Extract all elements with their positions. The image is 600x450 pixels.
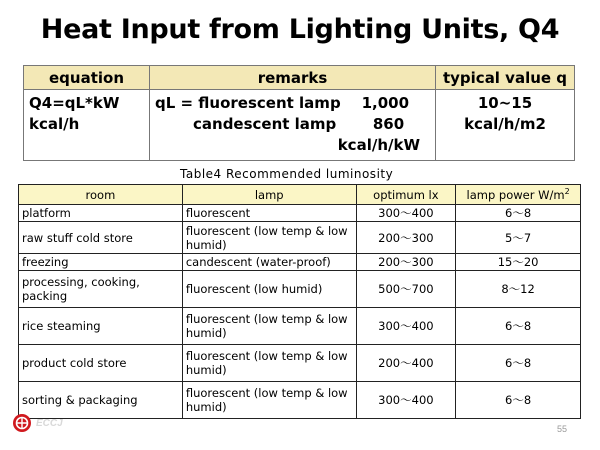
- table-row: [19, 382, 581, 419]
- remarks-cell: [150, 90, 436, 161]
- lamp-cell: fluorescent: [182, 205, 356, 222]
- remark-fluorescent: qL = fluorescent lamp 1,000: [155, 94, 410, 112]
- lamp-cell: fluorescent (low humid): [182, 271, 356, 308]
- typical-unit: kcal/h/m2: [464, 115, 546, 133]
- eccj-logo-icon: [12, 413, 32, 433]
- header-lamp-power-sup: 2: [564, 187, 570, 197]
- luminosity-header: [19, 185, 581, 205]
- power-cell: 6～8: [456, 345, 581, 382]
- lux-cell: 300～400: [356, 382, 456, 419]
- equation-cell: [24, 90, 150, 161]
- table-row: [19, 271, 581, 308]
- table-caption: Table4 Recommended luminosity: [180, 167, 394, 181]
- header-optimum-lx: optimum lx: [356, 185, 456, 205]
- page-number: 55: [557, 424, 568, 434]
- lux-cell: 200～300: [356, 254, 456, 271]
- lux-cell: 200～300: [356, 222, 456, 254]
- table-row: [19, 345, 581, 382]
- remark-candescent: candescent lamp 860: [193, 115, 405, 133]
- luminosity-table: [18, 184, 581, 419]
- table-row: [19, 222, 581, 254]
- power-cell: 6～8: [456, 308, 581, 345]
- lamp-cell: fluorescent (low temp & low humid): [182, 345, 356, 382]
- room-cell: processing, cooking, packing: [19, 271, 183, 308]
- equation-table-header: [24, 66, 575, 90]
- lux-cell: 300～400: [356, 308, 456, 345]
- power-cell: 6～8: [456, 205, 581, 222]
- remark-unit: kcal/h/kW: [337, 136, 420, 154]
- table-row: [19, 308, 581, 345]
- equation-table: [23, 65, 575, 161]
- header-remarks: remarks: [150, 66, 436, 90]
- slide-title: Heat Input from Lighting Units, Q4: [40, 14, 560, 45]
- lux-cell: 200～400: [356, 345, 456, 382]
- lamp-cell: fluorescent (low temp & low humid): [182, 308, 356, 345]
- header-lamp-power: [456, 185, 581, 205]
- lamp-cell: candescent (water-proof): [182, 254, 356, 271]
- typical-value-cell: [436, 90, 575, 161]
- header-lamp-power-label: lamp power W/m: [466, 187, 565, 202]
- equation-table-row: [24, 90, 575, 161]
- room-cell: sorting & packaging: [19, 382, 183, 419]
- power-cell: 8～12: [456, 271, 581, 308]
- header-room: room: [19, 185, 183, 205]
- room-cell: freezing: [19, 254, 183, 271]
- lux-cell: 500～700: [356, 271, 456, 308]
- header-equation: equation: [24, 66, 150, 90]
- lamp-cell: fluorescent (low temp & low humid): [182, 382, 356, 419]
- table-row: [19, 205, 581, 222]
- power-cell: 6～8: [456, 382, 581, 419]
- typical-value: 10~15: [477, 94, 533, 112]
- room-cell: rice steaming: [19, 308, 183, 345]
- header-lamp: lamp: [182, 185, 356, 205]
- room-cell: product cold store: [19, 345, 183, 382]
- logo-text: ECCJ: [36, 418, 63, 429]
- power-cell: 15～20: [456, 254, 581, 271]
- equation-formula: Q4=qL*kW: [29, 94, 120, 112]
- lamp-cell: fluorescent (low temp & low humid): [182, 222, 356, 254]
- power-cell: 5～7: [456, 222, 581, 254]
- room-cell: platform: [19, 205, 183, 222]
- table-row: [19, 254, 581, 271]
- equation-unit: kcal/h: [29, 115, 80, 133]
- room-cell: raw stuff cold store: [19, 222, 183, 254]
- lux-cell: 300～400: [356, 205, 456, 222]
- header-typical-value: typical value q: [436, 66, 575, 90]
